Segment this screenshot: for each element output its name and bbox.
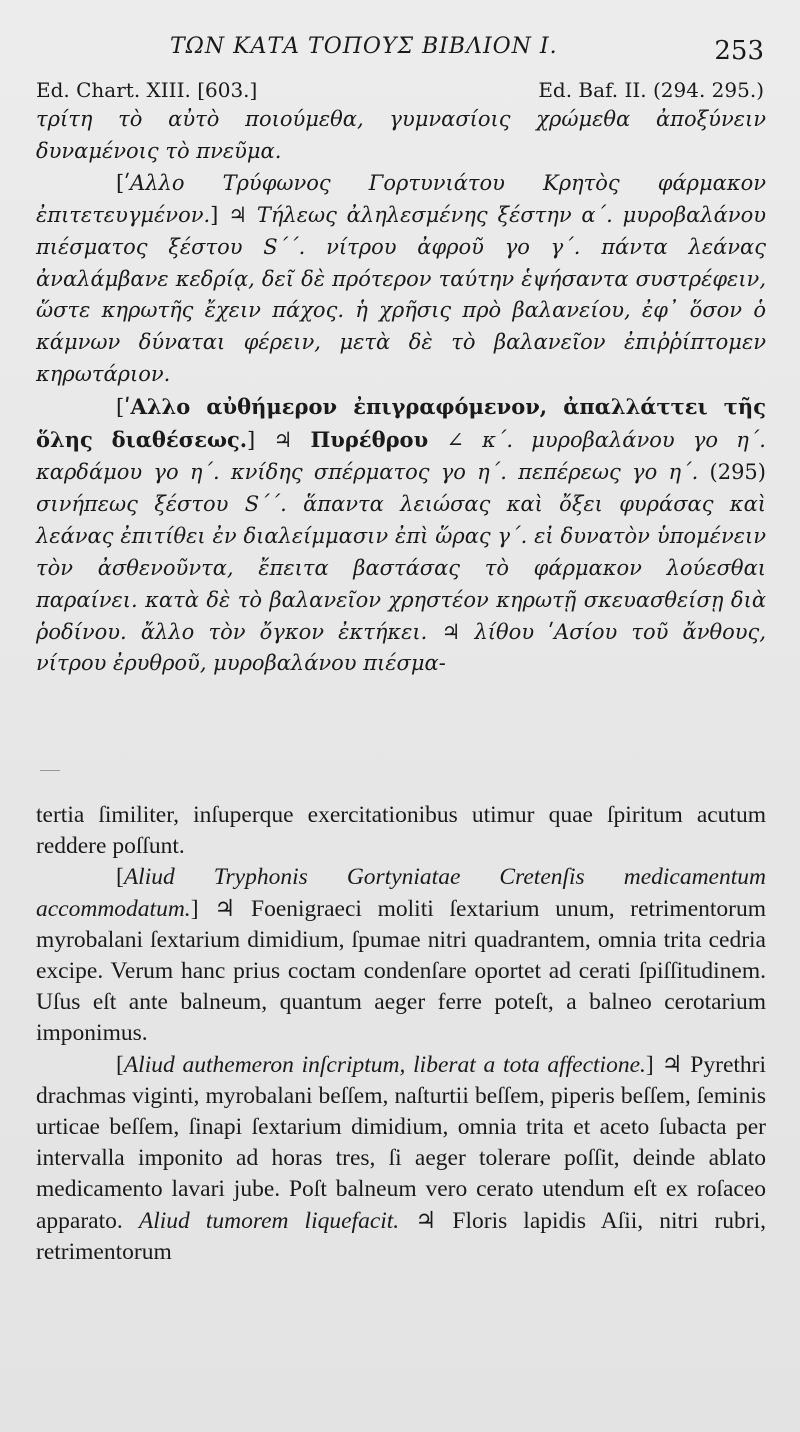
recipe-symbol-icon: ♃ xyxy=(441,619,461,644)
bracket-open: [ xyxy=(116,395,125,420)
recipe-symbol-icon: ♃ xyxy=(415,1207,437,1234)
edition-basel-ref: Ed. Baf. II. (294. 295.) xyxy=(538,78,764,102)
running-title: ΤΩΝ ΚΑΤΑ ΤΟΠΟΥΣ ΒΙΒΛΙΟΝ Ι. xyxy=(170,34,558,59)
greek-text-block xyxy=(36,104,766,680)
latin-recipe-text: Foenigraeci moliti ſextarium unum, retrimentorum myrobalani ſextarium dimidium, ſpumae nitri quadrantem, omnia trita cedria excipe. Verum hanc prius coctam condenſare oportet ad cerati ſpiſſitudinem. Uſus eſt ante balneum, quantum aeger ferre poteſt, a balneo cerotarium imponimus. xyxy=(36,895,767,1047)
edition-chart-ref: Ed. Chart. XIII. [603.] xyxy=(36,78,258,102)
latin-paragraph-1: tertia ſimiliter, inſuperque exercitationibus utimur quae ſpiritum acutum reddere poſſunt. xyxy=(36,802,766,860)
bracket-close: ] xyxy=(210,202,219,227)
recipe-symbol-icon: ♃ xyxy=(661,1051,683,1078)
greek-paragraph-3 xyxy=(36,391,766,680)
bracket-open: [ xyxy=(116,170,125,195)
greek-paragraph-1: τρίτη τὸ αὐτὸ ποιούμεθα, γυμνασίοις χρώμεθα ἀποξύνειν δυναμένοις τὸ πνεῦμα. xyxy=(36,107,766,163)
latin-paragraph-2 xyxy=(36,862,766,1049)
latin-recipe-text: Floris lapidis Aſii, nitri rubri, retrimentorum xyxy=(36,1207,766,1265)
greek-recipe-text: Τήλεως ἀληλεσμένης ξέστην α´. μυροβαλάνου πιέσματος ξέστου S´´. νίτρου ἀφροῦ γο γ´. πάντα λεάνας ἀναλάμβανε κεδρίᾳ, δεῖ δὲ πρότερον ταύτην ἑψήσαντα συστρέφειν, ὥστε κηρωτῆς ἔχειν πάχος. ἡ χρῆσις πρὸ βαλανείου, ἐφ᾽ ὅσον ὁ κάμνων δύναται φέρειν, μετὰ δὲ τὸ βαλανεῖον ἐπιῤῥίπτομεν κηρωτάριον. xyxy=(36,202,766,387)
greek-recipe-text: λίθου ʹΑσίου τοῦ ἄνθους, νίτρου ἐρυθροῦ, μυροβαλάνου πιέσμα- xyxy=(36,619,766,676)
greek-recipe-title: ʹΑλλο αὐθήμερον ἐπιγραφόμενον, ἀπαλλάττει τῆς ὅλης διαθέσεως. xyxy=(36,394,766,453)
latin-recipe-title: Aliud tumorem liquefacit. xyxy=(138,1207,400,1234)
running-head xyxy=(0,30,800,70)
recipe-symbol-icon: ♃ xyxy=(228,202,248,227)
bracket-open: [ xyxy=(116,864,124,891)
greek-paragraph-2 xyxy=(36,168,766,391)
greek-recipe-text: σινήπεως ξέστου S´´. ἅπαντα λειώσας καὶ ὄξει φυράσας καὶ λεάνας ἐπιτίθει ἐν διαλείμμασιν ἐπὶ ὥρας γ´. εἰ δυνατὸν ὑπομένειν τὸν ἀσθενοῦντα, ἔπειτα βαστάσας τὸ φάρμακον λούεσθαι παραίνει. κατὰ δὲ τὸ βαλανεῖον χρηστέον κηρωτῇ σκευασθείσῃ διὰ ῥοδίνου. ἄλλο τὸν ὄγκον ἐκτήκει. xyxy=(36,491,766,644)
greek-recipe-text: Πυρέθρου xyxy=(310,427,429,453)
latin-recipe-title: Aliud Tryphonis Gortyniatae Cretenſis medicamentum accommodatum. xyxy=(36,864,766,922)
latin-text-block xyxy=(36,800,766,1268)
latin-recipe-title: Aliud authemeron inſcriptum, liberat a tota affectione. xyxy=(123,1051,646,1078)
latin-paragraph-3 xyxy=(36,1050,766,1268)
drachma-symbol-icon: ∠ xyxy=(446,428,464,453)
recipe-symbol-icon: ♃ xyxy=(214,895,236,922)
latin-recipe-text: Pyrethri drachmas viginti, myrobalani beſſem, naſturtii beſſem, piperis beſſem, ſeminis urticae beſſem, ſinapi ſextarium dimidium, omnia trita et aceto ſubacta per intervalla imponito ad horas tres, ſi aeger tolerare poſſit, deinde ablato medicamento lavari jube. Poſt balneum vero cerato utendum eſt ex roſaceo apparato. xyxy=(36,1051,767,1234)
bracket-open: [ xyxy=(116,1051,124,1078)
pencil-mark xyxy=(40,770,60,771)
recipe-symbol-icon: ♃ xyxy=(273,428,293,453)
greek-recipe-text: κ´. μυροβαλάνου γο η´. καρδάμου γο η´. κνίδης σπέρματος γο η´. πεπέρεως γο η´. xyxy=(36,428,766,484)
edition-references xyxy=(0,78,800,106)
page-marker: (295) xyxy=(709,459,766,484)
bracket-close: ] xyxy=(190,895,199,922)
bracket-close: ] xyxy=(645,1051,654,1078)
page-number: 253 xyxy=(714,36,764,66)
bracket-close: ] xyxy=(247,428,256,453)
greek-recipe-title: ʹΑλλο Τρύφωνος Γορτυνιάτου Κρητὸς φάρμακον ἐπιτετευγμένον. xyxy=(36,170,766,227)
